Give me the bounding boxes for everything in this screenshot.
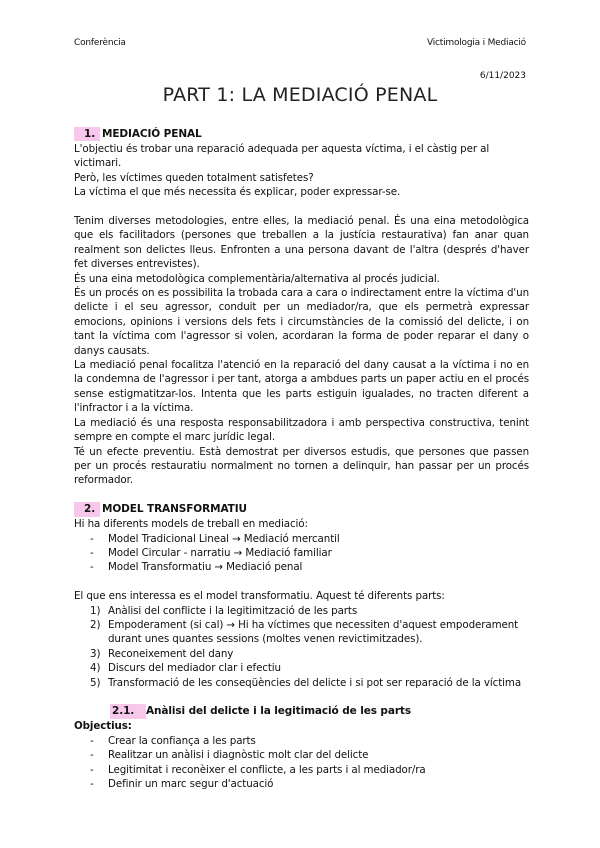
section-1-intro-line: La víctima el que més necessita és explicar, poder expressar-se.: [74, 186, 401, 199]
list-item: - Realitzar un anàlisi i diagnòstic molt clar del delicte: [90, 748, 529, 762]
header-right: Victimologia i Mediació: [426, 38, 526, 48]
list-item: - Model Transformatiu → Mediació penal: [90, 560, 529, 574]
list-item: - Legitimitat i reconèixer el conflicte, a les parts i al mediador/ra: [90, 763, 529, 777]
list-item: - Definir un marc segur d'actuació: [90, 777, 529, 791]
section-2-heading: [74, 502, 529, 517]
objectives-list: [74, 734, 529, 792]
section-2-intro: Hi ha diferents models de treball en mediació:: [74, 518, 308, 531]
document-date: 6/11/2023: [479, 71, 526, 81]
list-item: 4) Discurs del mediador clar i efectiu: [90, 662, 281, 675]
list-item: - Crear la confiança a les parts: [90, 734, 529, 748]
section-2-1-title: Anàlisi del delicte i la legitimació de les parts: [146, 705, 411, 718]
section-2-1-number: 2.1.: [110, 704, 146, 718]
header-left: Conferència: [74, 38, 126, 48]
section-1-intro-line: Però, les víctimes queden totalment satisfetes?: [74, 171, 314, 184]
list-item: 5) Transformació de les conseqüències del delicte i si pot ser reparació de la víctima: [90, 676, 522, 689]
section-2-number: 2.: [74, 502, 100, 516]
section-1-intro-line: L'objectiu és trobar una reparació adequada per aquesta víctima, i el càstig per al victimari.: [74, 143, 490, 170]
section-1-paragraph: És una eina metodològica complementària/alternativa al procés judicial.: [74, 272, 440, 285]
section-1-number: 1.: [74, 127, 100, 141]
section-2-parts-intro: El que ens interessa es el model transformatiu. Aquest té diferents parts:: [74, 590, 445, 603]
section-1-paragraph: La mediació penal focalitza l'atenció en la reparació del dany causat a la víctima i no en la condemna de l'agressor i per tant, atorga a ambdues parts un paper actiu en el procés sense estigmatitzar-los. Intenta que les parts estiguin igualades, no tracten diferent a l'infractor i a la víctima.: [74, 359, 529, 415]
section-1-paragraph: Tenim diverses metodologies, entre elles, la mediació penal. És una eina metodològica que els facilitadors (persones que treballen a la justícia restaurativa) fan anar quan realment son delictes lleus. Enfronten a una persona davant de l'altra (després d'haver fet diverses entrevistes).: [74, 215, 529, 271]
page-title: PART 1: LA MEDIACIÓ PENAL: [162, 84, 438, 106]
list-item: - Model Circular - narratiu → Mediació familiar: [90, 546, 529, 560]
list-item: 1) Anàlisi del conflicte i la legitimització de les parts: [90, 604, 358, 617]
section-1-paragraph: És un procés on es possibilita la trobada cara a cara o indirectament entre la víctima d'un delicte i el seu agressor, conduit per un mediador/ra, que els permetrà expressar emocions, opinions i versions dels fets i circumstàncies de la comissió del delicte, i on tant la víctima com l'agressor si volen, acordaran la forma de poder reparar el dany o danys causats.: [74, 287, 529, 357]
section-2-title: MODEL TRANSFORMATIU: [102, 503, 247, 516]
section-1-paragraph: Té un efecte preventiu. Està demostrat per diversos estudis, que persones que passen per un procés restauratiu normalment no tornen a delinquir, han passar per un procés reformador.: [74, 445, 529, 487]
parts-list: [74, 604, 529, 690]
list-item: 2) Empoderament (si cal) → Hi ha víctimes que necessiten d'aquest empoderament durant unes quantes sessions (moltes venen revictimitzades).: [90, 618, 519, 646]
document-body: [74, 127, 529, 791]
list-item: - Model Tradicional Lineal → Mediació mercantil: [90, 532, 529, 546]
section-2-1-heading: [110, 704, 529, 719]
models-list: [74, 532, 529, 575]
section-1-paragraph: La mediació és una resposta responsabilitzadora i amb perspectiva constructiva, tenint sempre en compte el marc jurídic legal.: [74, 416, 529, 444]
section-1-heading: [74, 127, 529, 142]
list-item: 3) Reconeixement del dany: [90, 647, 234, 660]
section-1-title: MEDIACIÓ PENAL: [102, 128, 202, 140]
objectives-label: Objectius:: [74, 720, 132, 733]
